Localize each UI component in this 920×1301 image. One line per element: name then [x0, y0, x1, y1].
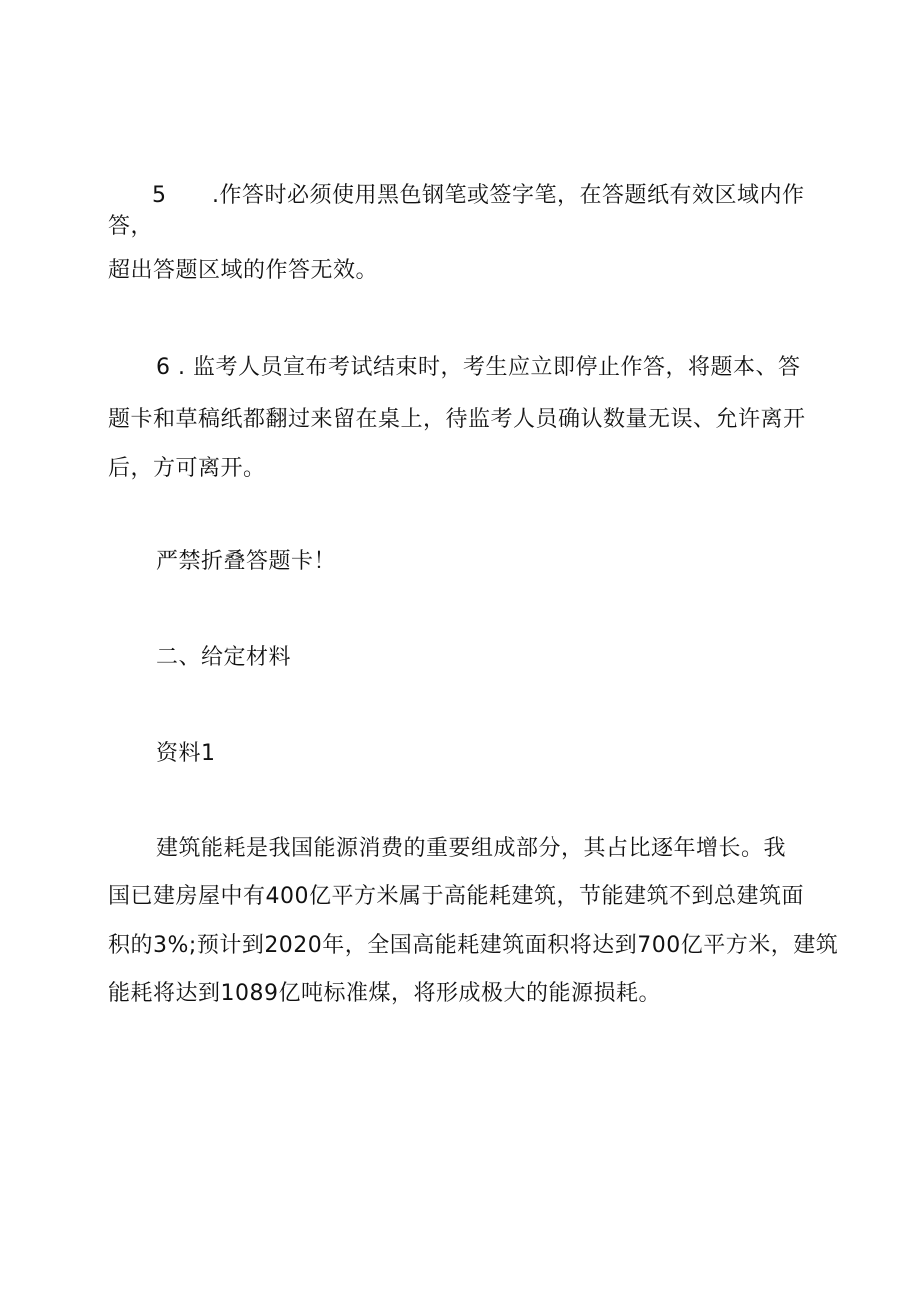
item-text-line: 答，	[108, 214, 154, 239]
item-number: 5	[152, 183, 166, 208]
material-label: 资料1	[156, 741, 216, 766]
item-text-line: 后，方可离开。	[108, 456, 266, 481]
warning-text: 严禁折叠答题卡！	[156, 549, 337, 574]
paragraph-line: 能耗将达到1089亿吨标准煤，将形成极大的能源损耗。	[108, 981, 661, 1006]
paragraph-line: 积的3%;预计到2020年，全国高能耗建筑面积将达到700亿平方米，建筑	[108, 933, 839, 958]
item-text-line: . 监考人员宣布考试结束时，考生应立即停止作答，将题本、答	[178, 355, 801, 380]
paragraph-line: 建筑能耗是我国能源消费的重要组成部分，其占比逐年增长。我	[156, 836, 787, 861]
item-text-line: 超出答题区域的作答无效。	[108, 258, 379, 283]
item-text-line: 题卡和草稿纸都翻过来留在桌上，待监考人员确认数量无误、允许离开	[108, 407, 806, 432]
paragraph-line: 国已建房屋中有400亿平方米属于高能耗建筑，节能建筑不到总建筑面	[108, 884, 804, 909]
item-number: 6	[156, 355, 170, 380]
item-text-line: .作答时必须使用黑色钢笔或签字笔，在答题纸有效区域内作	[212, 183, 805, 208]
section-heading: 二、给定材料	[156, 645, 292, 670]
